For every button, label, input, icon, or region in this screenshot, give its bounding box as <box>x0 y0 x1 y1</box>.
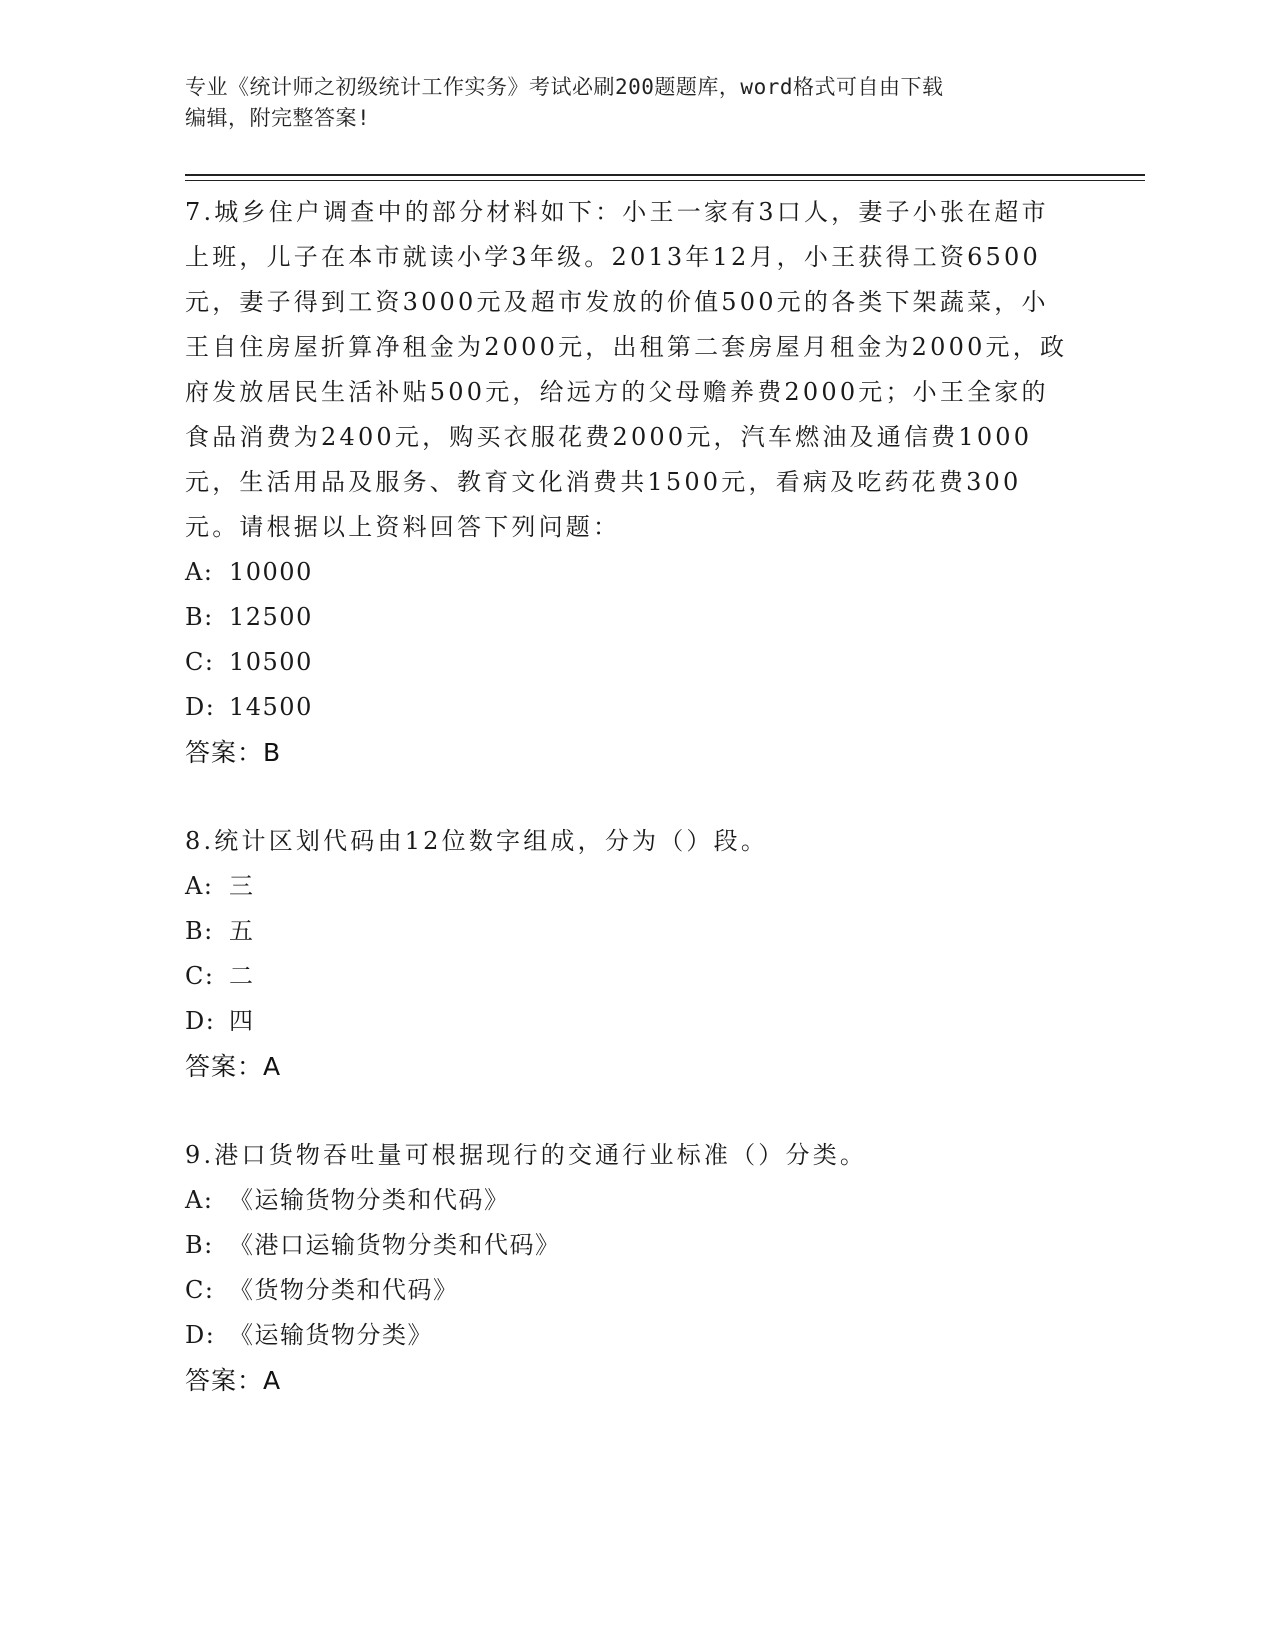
option-a <box>185 1178 1075 1223</box>
option-letter: C: <box>185 648 215 676</box>
option-a <box>185 864 1075 909</box>
option-text: 《货物分类和代码》 <box>229 1276 459 1304</box>
option-letter: B: <box>185 1231 214 1259</box>
option-text: 五 <box>229 917 255 945</box>
question-stem: 9.港口货物吞吐量可根据现行的交通行业标准（）分类。 <box>185 1141 868 1169</box>
document-header <box>185 72 1065 134</box>
option-c <box>185 640 1075 685</box>
option-letter: C: <box>185 1276 215 1304</box>
option-text: 12500 <box>229 603 313 631</box>
option-d <box>185 685 1075 730</box>
option-letter: B: <box>185 603 214 631</box>
option-a <box>185 550 1075 595</box>
header-rule-thick <box>185 174 1145 176</box>
option-text: 《运输货物分类和代码》 <box>229 1186 510 1214</box>
question-list <box>185 190 1075 1403</box>
option-d <box>185 999 1075 1044</box>
option-text: 四 <box>229 1007 255 1035</box>
answer-line: 答案：B <box>185 738 282 767</box>
option-letter: B: <box>185 917 214 945</box>
option-b <box>185 909 1075 954</box>
question-8 <box>185 819 1075 1089</box>
option-text: 10500 <box>229 648 313 676</box>
option-letter: D: <box>185 1321 216 1349</box>
question-stem: 7.城乡住户调查中的部分材料如下：小王一家有3口人，妻子小张在超市上班，儿子在本市就读小学3年级。2013年12月，小王获得工资6500元，妻子得到工资3000元及超市发放的价值500元的各类下架蔬菜，小王自住房屋折算净租金为2000元，出租第二套房屋月租金为2000元，政府发放居民生活补贴500元，给远方的父母赡养费2000元；小王全家的食品消费为2400元，购买衣服花费2000元，汽车燃油及通信费1000元，生活用品及服务、教育文化消费共1500元，看病及吃药花费300元。请根据以上资料回答下列问题： <box>185 198 1068 541</box>
option-letter: C: <box>185 962 215 990</box>
answer-line: 答案：A <box>185 1052 282 1081</box>
header-rule-thin <box>185 180 1145 181</box>
header-line-2: 编辑，附完整答案! <box>185 106 371 130</box>
question-stem: 8.统计区划代码由12位数字组成，分为（）段。 <box>185 827 769 855</box>
option-text: 14500 <box>229 693 313 721</box>
question-7 <box>185 190 1075 775</box>
spacer <box>185 775 1075 819</box>
option-letter: A: <box>185 1186 214 1214</box>
option-text: 10000 <box>229 558 313 586</box>
option-b <box>185 595 1075 640</box>
option-letter: A: <box>185 558 214 586</box>
option-letter: D: <box>185 1007 216 1035</box>
option-text: 三 <box>229 872 255 900</box>
option-c <box>185 1268 1075 1313</box>
spacer <box>185 1089 1075 1133</box>
option-letter: A: <box>185 872 214 900</box>
question-9 <box>185 1133 1075 1403</box>
option-text: 《港口运输货物分类和代码》 <box>229 1231 561 1259</box>
option-d <box>185 1313 1075 1358</box>
option-text: 二 <box>229 962 255 990</box>
answer-line: 答案：A <box>185 1366 282 1395</box>
option-letter: D: <box>185 693 216 721</box>
option-c <box>185 954 1075 999</box>
header-line-1: 专业《统计师之初级统计工作实务》考试必刷200题题库，word格式可自由下载 <box>185 75 944 99</box>
option-text: 《运输货物分类》 <box>229 1321 433 1349</box>
option-b <box>185 1223 1075 1268</box>
